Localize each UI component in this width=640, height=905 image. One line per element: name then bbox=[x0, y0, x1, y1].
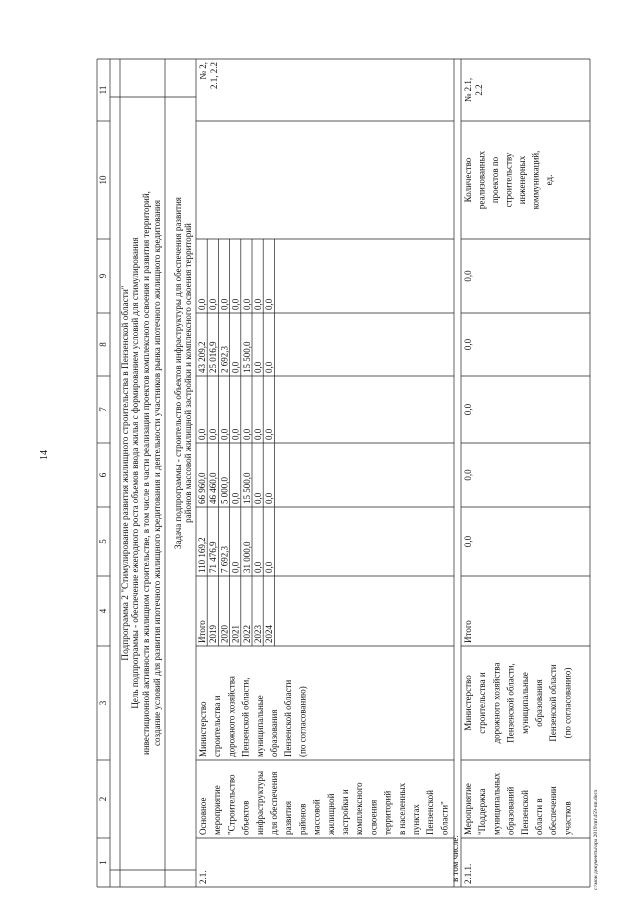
column-number-row bbox=[98, 86, 108, 865]
indicator-line: инженерных bbox=[517, 155, 527, 205]
measure-name-line: мероприятие bbox=[212, 785, 223, 835]
executor-line: образования bbox=[534, 679, 544, 727]
year-cell: 2022 bbox=[241, 625, 252, 643]
executor-line: (по согласованию) bbox=[297, 686, 308, 757]
indicator-line: реализованных bbox=[476, 150, 487, 210]
measure-name-line: Основное bbox=[198, 797, 208, 835]
task-line: районов массовой жилищной застройки и комплексного освоения территорий bbox=[183, 223, 193, 523]
value-cell: 0,0 bbox=[264, 428, 275, 440]
executor-line: строительства и bbox=[212, 695, 223, 757]
year-cell: 2024 bbox=[264, 625, 275, 643]
indicator-line: строительству bbox=[503, 152, 514, 208]
measure-name-line: области" bbox=[439, 801, 450, 835]
column-number: 5 bbox=[98, 539, 108, 544]
column-number: 8 bbox=[98, 342, 108, 347]
indicator-ref-line: 2.2 bbox=[474, 84, 484, 96]
goal-line: создание условий для развития ипотечного жилищного кредитования и деятельности участников рынка ипотечного жилищного кредитования bbox=[152, 200, 162, 746]
executor-line: Пензенской области, bbox=[240, 677, 251, 757]
measure-name-line: массовой bbox=[311, 799, 322, 835]
value-cell: 25 016,9 bbox=[208, 341, 219, 373]
footer-path: c:\мои документы\ора 2019\пп\459-пп.docx bbox=[593, 789, 599, 890]
measure-name-line: муниципальных bbox=[491, 772, 502, 835]
column-number: 6 bbox=[98, 472, 108, 478]
executor-line: Пензенской области bbox=[548, 664, 559, 742]
indicator-line: ед. bbox=[544, 174, 554, 186]
value-cell: 0,0 bbox=[197, 428, 207, 440]
value-cell: 110 169,2 bbox=[197, 537, 207, 573]
value-cell: 0,0 bbox=[253, 298, 263, 310]
measure-name-line: в населенных bbox=[396, 782, 407, 835]
measure-name-line: комплексного bbox=[354, 782, 365, 835]
measure-name-line: обеспечении bbox=[548, 786, 559, 835]
indicator-line: проектов по bbox=[490, 156, 500, 204]
value-cell: 0,0 bbox=[253, 561, 263, 573]
year-cell: Итого bbox=[463, 620, 473, 643]
subprogram-title: Подпрограмма 2 "Стимулирование развития жилищного строительства в Пензенской области" bbox=[121, 285, 131, 661]
measure-name-line: освоения bbox=[368, 799, 379, 835]
value-cell: 15 500,0 bbox=[241, 472, 252, 504]
row-number: 2.1.1. bbox=[463, 863, 473, 884]
executor-line: (по согласованию) bbox=[562, 667, 573, 739]
row-2-1-1 bbox=[463, 78, 572, 884]
column-number: 4 bbox=[98, 608, 108, 614]
executor-line: строительства и bbox=[477, 672, 488, 734]
value-cell: 5 000,0 bbox=[219, 477, 230, 504]
value-cell: 0,0 bbox=[253, 361, 263, 373]
year-cell: 2021 bbox=[230, 625, 241, 643]
column-number: 11 bbox=[98, 85, 108, 95]
year-cell: Итого bbox=[197, 620, 207, 643]
executor-line: муниципальные bbox=[254, 695, 265, 757]
value-cell: 0,0 bbox=[241, 298, 252, 310]
subprogram-goal bbox=[130, 191, 162, 755]
column-number: 1 bbox=[98, 860, 108, 865]
value-cell: 0,0 bbox=[197, 298, 207, 310]
value-cell: 31 000,0 bbox=[241, 541, 252, 573]
executor-line: Пензенской области, bbox=[505, 663, 516, 743]
value-cell: 2 692,3 bbox=[219, 346, 230, 373]
budget-table bbox=[97, 59, 590, 887]
year-cell: 2023 bbox=[253, 625, 263, 643]
column-number: 10 bbox=[98, 175, 108, 185]
measure-name-line: инфраструктуры bbox=[254, 771, 265, 835]
row-number: 2.1. bbox=[198, 870, 208, 884]
value-cell: 0,0 bbox=[264, 361, 275, 373]
measure-name-line: "Строительство bbox=[226, 774, 237, 835]
value-cell: 0,0 bbox=[253, 428, 263, 440]
value-cell: 0,0 bbox=[230, 561, 241, 573]
value-cell: 43 209,2 bbox=[197, 341, 207, 373]
value-cell: 66 960,0 bbox=[197, 472, 207, 504]
measure-name-line: образований bbox=[505, 786, 516, 835]
year-cell: 2019 bbox=[208, 625, 219, 643]
value-cell: 0,0 bbox=[264, 492, 275, 504]
executor-line: образования bbox=[269, 709, 279, 757]
value-cell: 0,0 bbox=[230, 428, 241, 440]
page-number: 14 bbox=[39, 450, 50, 460]
value-cell: 71 476,9 bbox=[208, 541, 219, 573]
row-2-1 bbox=[197, 62, 449, 884]
value-cell: 7 692,3 bbox=[219, 546, 230, 573]
measure-name-line: жилищной bbox=[325, 793, 336, 835]
executor-line: дорожного хозяйства bbox=[226, 676, 237, 757]
measure-name-line: Пензенской bbox=[425, 790, 436, 835]
value-cell: 0,0 bbox=[208, 298, 219, 310]
measure-name-line: развития bbox=[283, 800, 294, 835]
measure-name-line: участков bbox=[562, 801, 573, 835]
value-cell: 0,0 bbox=[463, 469, 473, 481]
value-cell: 0,0 bbox=[463, 270, 473, 282]
indicator-line: Количество bbox=[463, 157, 473, 203]
value-cell: 0,0 bbox=[230, 492, 241, 504]
goal-line: инвестиционной активности в жилищном строительстве, в том числе в части реализации проектов комплексного освоения и развития территорий, bbox=[141, 191, 151, 755]
column-number: 2 bbox=[98, 796, 108, 802]
executor-line: Пензенской области bbox=[283, 679, 294, 757]
value-cell: 0,0 bbox=[219, 298, 230, 310]
goal-line: Цель подпрограммы - обеспечение ежегодного роста объемов ввода жилья с формированием условий для стимулирования bbox=[130, 237, 140, 709]
value-cell: 46 460,0 bbox=[208, 472, 219, 504]
value-cell: 15 500,0 bbox=[241, 341, 252, 373]
indicator-ref-line: 2.1, 2.2 bbox=[209, 62, 219, 89]
value-cell: 0,0 bbox=[463, 338, 473, 351]
measure-name-line: районов bbox=[297, 803, 308, 835]
value-cell: 0,0 bbox=[230, 361, 241, 373]
value-cell: 0,0 bbox=[241, 428, 252, 440]
value-cell: 0,0 bbox=[208, 428, 219, 440]
value-cell: 0,0 bbox=[463, 535, 473, 548]
value-cell: 0,0 bbox=[219, 428, 230, 440]
column-number: 7 bbox=[98, 407, 108, 412]
subprogram-task bbox=[173, 197, 193, 549]
measure-name-line: Пензенской bbox=[519, 790, 530, 835]
value-cell: 0,0 bbox=[253, 492, 263, 504]
measure-name-line: "Поддержка bbox=[477, 788, 488, 835]
measure-name-line: области в bbox=[534, 798, 544, 835]
year-cell: 2020 bbox=[219, 625, 230, 643]
value-cell: 0,0 bbox=[230, 298, 241, 310]
measure-name-line: пунктах bbox=[411, 804, 421, 835]
indicator-ref-line: № 2, bbox=[198, 62, 208, 80]
in-that-number-label: в том числе: bbox=[450, 835, 460, 882]
measure-name-line: территорий bbox=[382, 790, 393, 835]
measure-name-line: для обеспечения bbox=[269, 771, 279, 835]
executor-line: Министерство bbox=[198, 701, 208, 757]
task-line: Задача подпрограммы - строительство объектов инфраструктуры для обеспечения развития bbox=[173, 197, 183, 549]
column-number: 9 bbox=[98, 273, 108, 279]
measure-name-line: Мероприятие bbox=[463, 783, 473, 835]
value-cell: 0,0 bbox=[264, 561, 275, 573]
executor-line: Министерство bbox=[463, 675, 473, 731]
column-number: 3 bbox=[98, 700, 108, 706]
executor-line: муниципальные bbox=[519, 672, 530, 734]
indicator-line: коммуникаций, bbox=[530, 150, 541, 210]
executor-line: дорожного хозяйства bbox=[491, 662, 502, 744]
measure-name-line: объектов bbox=[240, 800, 251, 835]
indicator-ref-line: № 2.1, bbox=[463, 77, 473, 103]
measure-name-line: застройки и bbox=[340, 789, 350, 835]
value-cell: 0,0 bbox=[264, 298, 275, 310]
value-cell: 0,0 bbox=[463, 403, 473, 416]
